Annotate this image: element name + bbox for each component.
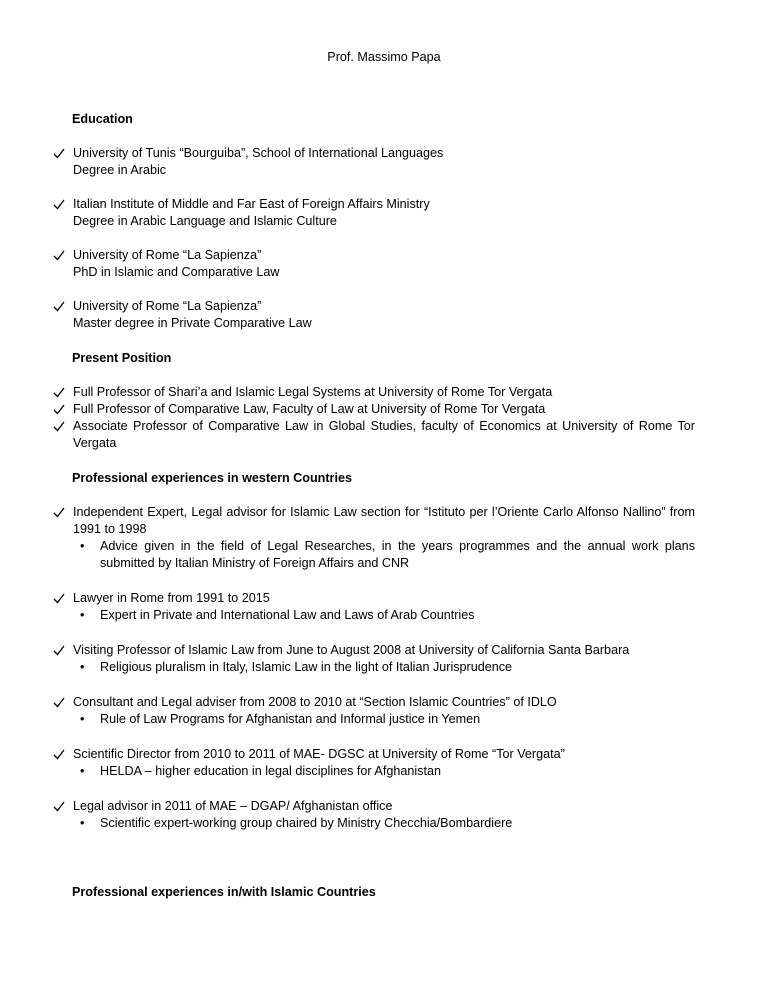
experience-item	[53, 798, 695, 832]
education-item	[53, 247, 695, 281]
check-icon	[53, 694, 69, 708]
bullet-icon: •	[80, 608, 85, 622]
check-icon	[53, 401, 69, 415]
present-position-heading: Present Position	[72, 351, 172, 365]
experience-detail	[80, 538, 695, 572]
experience-text: Legal advisor in 2011 of MAE – DGAP/ Afghanistan office	[73, 799, 393, 813]
education-item	[53, 196, 695, 230]
education-item	[53, 298, 695, 332]
experience-text: Consultant and Legal adviser from 2008 to 2010 at “Section Islamic Countries” of IDLO	[73, 695, 557, 709]
position-item	[53, 384, 695, 401]
experience-detail	[80, 659, 695, 676]
experience-detail-text: Rule of Law Programs for Afghanistan and Informal justice in Yemen	[100, 712, 481, 726]
check-icon	[53, 504, 69, 518]
experience-text: Lawyer in Rome from 1991 to 2015	[73, 591, 270, 605]
experience-item	[53, 504, 695, 572]
education-item	[53, 145, 695, 179]
education-degree: Degree in Arabic Language and Islamic Culture	[73, 214, 337, 228]
position-text: Associate Professor of Comparative Law in Global Studies, faculty of Economics at University of Rome Tor Vergata	[73, 419, 695, 450]
experience-text: Independent Expert, Legal advisor for Islamic Law section for “Istituto per l’Oriente Carlo Alfonso Nallino” from 1991 to 1998	[73, 505, 695, 536]
bullet-icon: •	[80, 539, 85, 553]
experience-detail	[80, 815, 695, 832]
experience-detail	[80, 711, 695, 728]
bullet-icon: •	[80, 712, 85, 726]
check-icon	[53, 642, 69, 656]
experience-item	[53, 746, 695, 780]
experience-detail-text: Expert in Private and International Law and Laws of Arab Countries	[100, 608, 475, 622]
check-icon	[53, 418, 69, 432]
check-icon	[53, 798, 69, 812]
check-icon	[53, 196, 69, 210]
experience-item	[53, 694, 695, 728]
western-experience-heading: Professional experiences in western Countries	[72, 471, 352, 485]
position-text: Full Professor of Comparative Law, Faculty of Law at University of Rome Tor Vergata	[73, 402, 546, 416]
experience-detail-text: HELDA – higher education in legal disciplines for Afghanistan	[100, 764, 441, 778]
bullet-icon: •	[80, 660, 85, 674]
bullet-icon: •	[80, 764, 85, 778]
position-text: Full Professor of Shari’a and Islamic Legal Systems at University of Rome Tor Vergata	[73, 385, 553, 399]
check-icon	[53, 247, 69, 261]
check-icon	[53, 298, 69, 312]
check-icon	[53, 145, 69, 159]
education-degree: Master degree in Private Comparative Law	[73, 316, 312, 330]
bullet-icon: •	[80, 816, 85, 830]
education-degree: PhD in Islamic and Comparative Law	[73, 265, 280, 279]
experience-detail-text: Advice given in the field of Legal Researches, in the years programmes and the annual work plans submitted by Italian Ministry of Foreign Affairs and CNR	[100, 539, 695, 570]
experience-detail	[80, 607, 695, 624]
education-heading: Education	[72, 112, 133, 126]
experience-text: Scientific Director from 2010 to 2011 of MAE- DGSC at University of Rome “Tor Vergata”	[73, 747, 565, 761]
experience-detail-text: Scientific expert-working group chaired by Ministry Checchia/Bombardiere	[100, 816, 513, 830]
education-degree: Degree in Arabic	[73, 163, 167, 177]
experience-item	[53, 642, 695, 676]
experience-text: Visiting Professor of Islamic Law from June to August 2008 at University of California Santa Barbara	[73, 643, 630, 657]
experience-item	[53, 590, 695, 624]
education-institution: University of Tunis “Bourguiba”, School of International Languages	[73, 146, 444, 160]
page-title: Prof. Massimo Papa	[327, 50, 441, 64]
check-icon	[53, 746, 69, 760]
experience-detail	[80, 763, 695, 780]
education-institution: Italian Institute of Middle and Far East of Foreign Affairs Ministry	[73, 197, 430, 211]
experience-detail-text: Religious pluralism in Italy, Islamic Law in the light of Italian Jurisprudence	[100, 660, 513, 674]
check-icon	[53, 590, 69, 604]
position-item	[53, 418, 695, 452]
education-institution: University of Rome “La Sapienza”	[73, 299, 262, 313]
check-icon	[53, 384, 69, 398]
education-institution: University of Rome “La Sapienza”	[73, 248, 262, 262]
position-item	[53, 401, 695, 418]
islamic-experience-heading: Professional experiences in/with Islamic Countries	[72, 885, 376, 899]
